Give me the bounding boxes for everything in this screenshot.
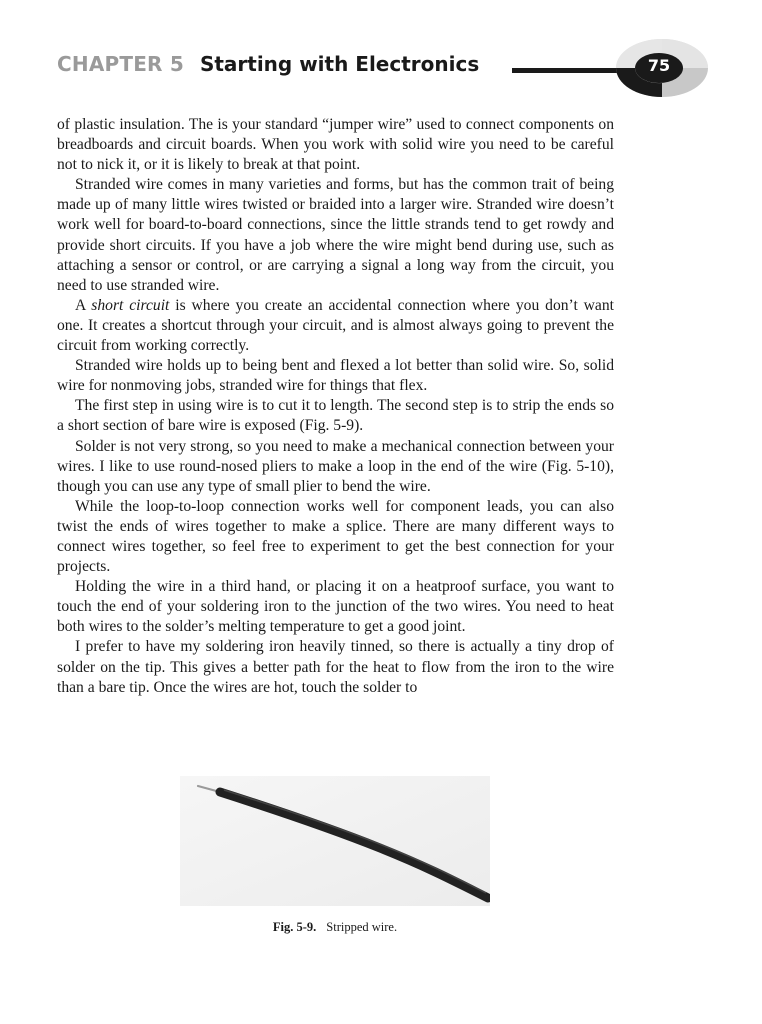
- paragraph: Stranded wire comes in many varieties and forms, but has the common trait of being made up of many little wires twisted or braided into a larger wire. Stranded wire doesn’t work well for board-to-board connections, since the little strands tend to get rowdy and provide short circuits. If you have a job where the wire might bend during use, such as attaching a sensor or control, or are carrying a signal a long way from the circuit, you need to use stranded wire.: [57, 176, 614, 294]
- chapter-title: Starting with Electronics: [199, 52, 480, 76]
- emphasis-term: short circuit: [91, 296, 170, 314]
- paragraph-text: A: [75, 296, 92, 314]
- stripped-wire-photo: [180, 776, 490, 906]
- paragraph: of plastic insulation. The is your standard “jumper wire” used to connect components on breadboards and circuit boards. When you work with solid wire you need to be careful not to nick it, or it is likely to break at that point.: [57, 116, 614, 174]
- paragraph: Holding the wire in a third hand, or placing it on a heatproof surface, you want to touch the end of your soldering iron to the junction of the two wires. You need to heat both wires to the solder’s melting temperature to get a good joint.: [57, 578, 614, 636]
- paragraph: The first step in using wire is to cut it to length. The second step is to strip the ends so a short section of bare wire is exposed (Fig. 5-9).: [57, 397, 614, 435]
- paragraph: [57, 296, 614, 356]
- chapter-heading: [57, 52, 480, 82]
- paragraph: While the loop-to-loop connection works well for component leads, you can also twist the ends of wires together to make a splice. There are many different ways to connect wires together, so feel free to experiment to get the best connection for your projects.: [57, 497, 614, 576]
- paragraph: Stranded wire holds up to being bent and flexed a lot better than solid wire. So, solid wire for nonmoving jobs, stranded wire for things that flex.: [57, 357, 614, 395]
- body-text: [57, 115, 614, 698]
- chapter-label: CHAPTER 5: [57, 52, 184, 76]
- figure-caption: [180, 920, 490, 935]
- paragraph: Solder is not very strong, so you need to make a mechanical connection between your wires. I like to use round-nosed pliers to make a loop in the end of the wire (Fig. 5-10), though you can use any type of small plier to bend the wire.: [57, 437, 614, 495]
- paragraph: I prefer to have my soldering iron heavily tinned, so there is actually a tiny drop of solder on the tip. This gives a better path for the heat to flow from the iron to the wire than a bare tip. Once the wires are hot, touch the solder to: [57, 638, 614, 696]
- paragraph-text: is where you create an accidental connection where you don’t want one. It creates a shortcut through your circuit, and is almost always going to prevent the circuit from working correctly.: [57, 296, 614, 355]
- page-number: 75: [647, 56, 671, 75]
- figure-caption-text: Stripped wire.: [326, 920, 398, 934]
- header-rule: [512, 68, 624, 73]
- figure-label: Fig. 5-9.: [272, 920, 317, 934]
